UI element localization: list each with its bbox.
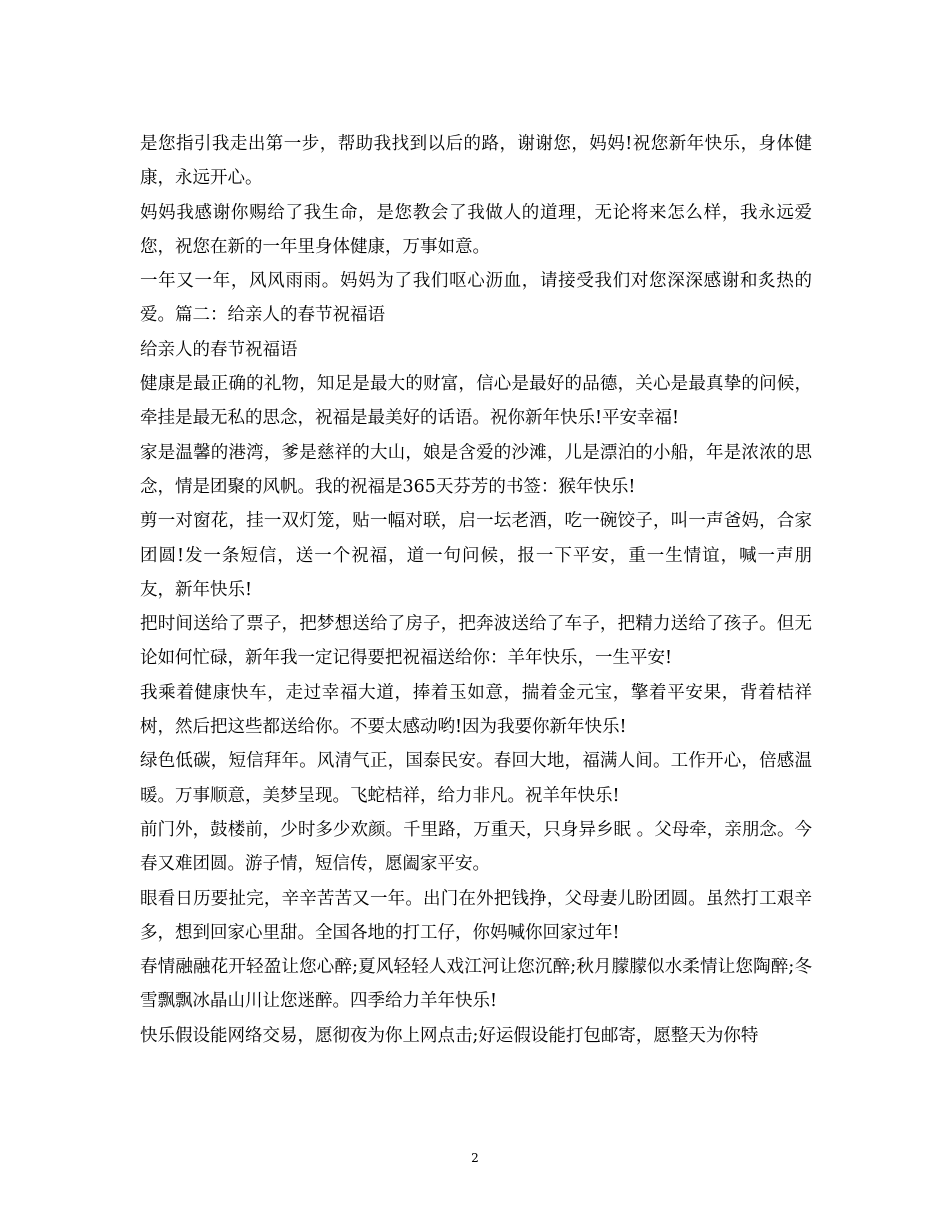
paragraph: 快乐假设能网络交易，愿彻夜为你上网点击;好运假设能打包邮寄，愿整天为你特 bbox=[140, 1025, 759, 1046]
paragraph: 剪一对窗花，挂一双灯笼，贴一幅对联，启一坛老酒，吃一碗饺子，叫一声爸妈，合家团圆!发一条短信，送一个祝福，道一句问候，报一下平安，重一生情谊，喊一声朋友，新年快乐! bbox=[140, 511, 812, 600]
paragraph: 春情融融花开轻盈让您心醉;夏风轻轻人戏江河让您沉醉;秋月朦朦似水柔情让您陶醉;冬雪飘飘冰晶山川让您迷醉。四季给力羊年快乐! bbox=[140, 957, 812, 1012]
paragraph: 一年又一年，风风雨雨。妈妈为了我们呕心沥血，请接受我们对您深深感谢和炙热的爱。篇二：给亲人的春节祝福语 bbox=[140, 271, 812, 326]
page-number: 2 bbox=[471, 1151, 479, 1165]
paragraph: 眼看日历要扯完，辛辛苦苦又一年。出门在外把钱挣，父母妻儿盼团圆。虽然打工艰辛多，想到回家心里甜。全国各地的打工仔，你妈喊你回家过年! bbox=[140, 888, 812, 943]
section-heading: 给亲人的春节祝福语 bbox=[140, 339, 298, 360]
paragraph: 妈妈我感谢你赐给了我生命，是您教会了我做人的道理，无论将来怎么样，我永远爱您，祝您在新的一年里身体健康，万事如意。 bbox=[140, 202, 812, 257]
paragraph: 绿色低碳，短信拜年。风清气正，国泰民安。春回大地，福满人间。工作开心，倍感温暖。万事顺意，美梦呈现。飞蛇桔祥，给力非凡。祝羊年快乐! bbox=[140, 751, 812, 806]
paragraph: 前门外，鼓楼前，少时多少欢颜。千里路，万重天，只身异乡眠 。父母牵，亲朋念。今春又难团圆。游子情，短信传，愿阖家平安。 bbox=[140, 819, 812, 875]
paragraph: 是您指引我走出第一步，帮助我找到以后的路，谢谢您，妈妈!祝您新年快乐，身体健康，永远开心。 bbox=[140, 134, 812, 189]
document-body bbox=[140, 127, 812, 1053]
paragraph: 家是温馨的港湾，爹是慈祥的大山，娘是含爱的沙滩，儿是漂泊的小船，年是浓浓的思念，情是团聚的风帆。我的祝福是365天芬芳的书签：猴年快乐! bbox=[140, 442, 812, 497]
paragraph: 健康是最正确的礼物，知足是最大的财富，信心是最好的品德，关心是最真挚的问候，牵挂是最无私的思念，祝福是最美好的话语。祝你新年快乐!平安幸福! bbox=[140, 374, 812, 429]
paragraph: 我乘着健康快车，走过幸福大道，捧着玉如意，揣着金元宝，擎着平安果，背着桔祥树，然后把这些都送给你。不要太感动哟!因为我要你新年快乐! bbox=[140, 682, 812, 738]
paragraph: 把时间送给了票子，把梦想送给了房子，把奔波送给了车子，把精力送给了孩子。但无论如何忙碌，新年我一定记得要把祝福送给你：羊年快乐，一生平安! bbox=[140, 614, 812, 669]
